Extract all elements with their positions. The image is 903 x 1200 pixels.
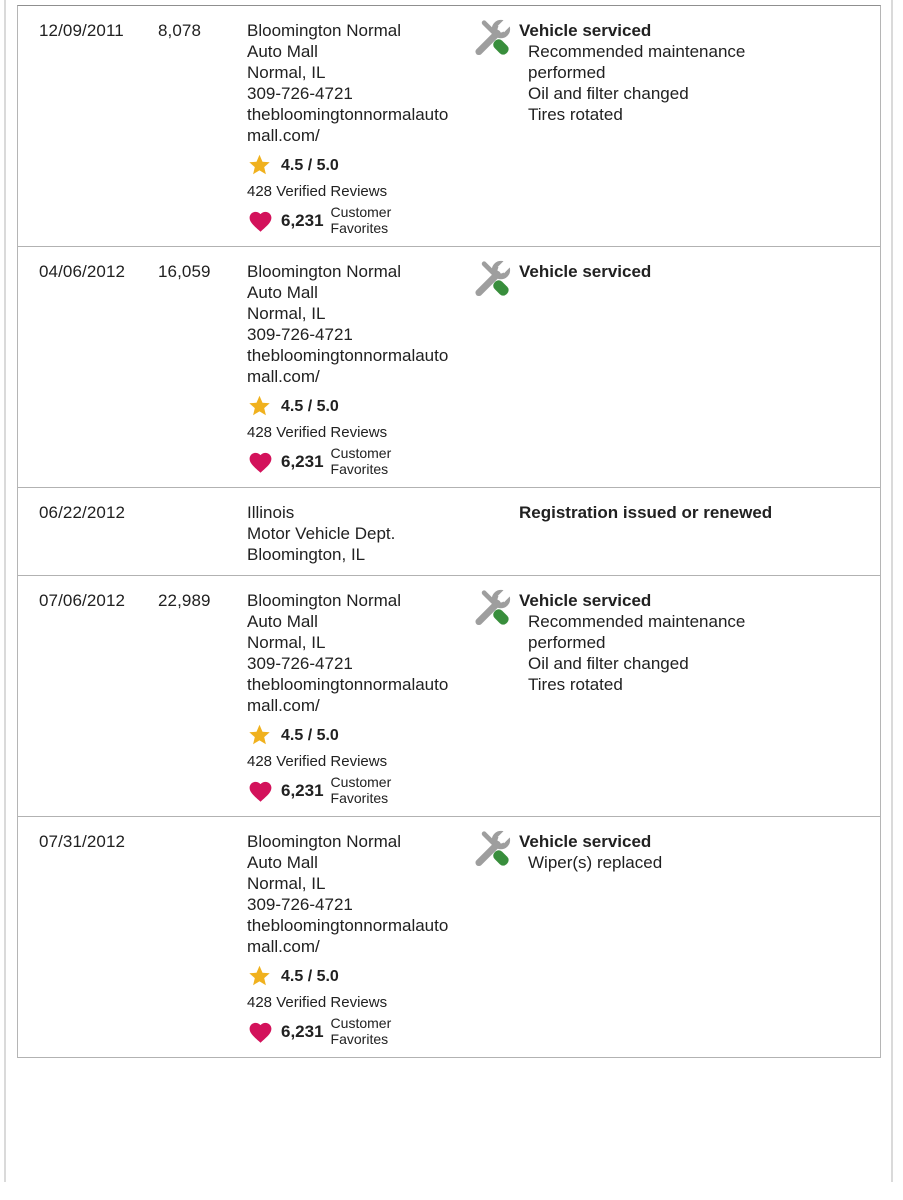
verified-reviews: 428 Verified Reviews (247, 994, 388, 1011)
record-date: 06/22/2012 (39, 503, 126, 522)
event-icon-cell (471, 502, 519, 565)
record-odometer (158, 502, 247, 565)
event-details (519, 852, 792, 873)
record-event-cell (519, 20, 872, 236)
rating-score: 4.5 / 5.0 (281, 726, 339, 744)
favorites-count: 6,231 (281, 1022, 324, 1041)
source-address (247, 831, 461, 915)
favorites-label (331, 205, 392, 236)
star-icon (247, 723, 272, 747)
event-title: Registration issued or renewed (519, 503, 773, 522)
source-line: Bloomington, IL (247, 545, 366, 564)
history-record-row (18, 6, 880, 247)
customer-favorites-line (247, 205, 461, 236)
dealer-rating-block (247, 394, 461, 477)
source-line: Normal, IL (247, 63, 326, 82)
source-line: Bloomington Normal (247, 262, 402, 281)
rating-score: 4.5 / 5.0 (281, 397, 339, 415)
verified-reviews: 428 Verified Reviews (247, 424, 388, 441)
favorites-label-line1: Customer (330, 774, 392, 790)
favorites-label-line1: Customer (330, 1015, 392, 1031)
history-record-row (18, 817, 880, 1058)
source-line: 309-726-4721 (247, 325, 353, 344)
event-detail-line: Tires rotated (528, 105, 623, 124)
star-icon (247, 964, 272, 988)
record-event-cell (519, 502, 872, 565)
source-website: thebloomingtonnormalautomall.com/ (247, 916, 449, 956)
event-detail-line: Recommended maintenance performed (528, 42, 746, 82)
record-source-cell (247, 502, 471, 565)
record-source-cell (247, 831, 471, 1047)
event-title: Vehicle serviced (519, 21, 652, 40)
dealer-rating-block (247, 153, 461, 236)
event-detail-line: Wiper(s) replaced (528, 853, 663, 872)
rating-score: 4.5 / 5.0 (281, 156, 339, 174)
rating-score-line (247, 394, 461, 418)
rating-score-line (247, 153, 461, 177)
record-date: 12/09/2011 (39, 21, 124, 40)
record-odometer: 22,989 (158, 591, 211, 610)
record-odometer: 8,078 (158, 21, 202, 40)
customer-favorites-line (247, 446, 461, 477)
history-record-row (18, 488, 880, 576)
record-source-cell (247, 20, 471, 236)
heart-icon (247, 209, 274, 233)
source-line: Bloomington Normal (247, 832, 402, 851)
favorites-label-line2: Favorites (330, 789, 389, 806)
source-line: Auto Mall (247, 42, 318, 61)
event-details (519, 611, 792, 695)
history-record-row (18, 576, 880, 817)
heart-icon (247, 450, 274, 474)
dealer-rating-block (247, 723, 461, 806)
favorites-count: 6,231 (281, 211, 324, 230)
record-event-cell (519, 261, 872, 477)
event-icon-cell (471, 261, 519, 477)
event-title: Vehicle serviced (519, 262, 652, 281)
customer-favorites-line (247, 775, 461, 806)
source-line: 309-726-4721 (247, 654, 353, 673)
vehicle-history-table (17, 5, 881, 1058)
service-wrench-icon (471, 587, 513, 629)
source-line: Normal, IL (247, 874, 326, 893)
event-icon-cell (471, 831, 519, 1047)
event-detail-line: Recommended maintenance performed (528, 612, 746, 652)
history-record-row (18, 247, 880, 488)
heart-icon (247, 1020, 274, 1044)
rating-score-line (247, 723, 461, 747)
event-details (519, 41, 792, 125)
source-address (247, 20, 461, 104)
verified-reviews: 428 Verified Reviews (247, 183, 388, 200)
source-line: Bloomington Normal (247, 21, 402, 40)
favorites-label (331, 1016, 392, 1047)
favorites-label-line1: Customer (330, 204, 392, 220)
favorites-label (331, 446, 392, 477)
source-line: 309-726-4721 (247, 895, 353, 914)
event-detail-line: Oil and filter changed (528, 654, 689, 673)
record-source-cell (247, 261, 471, 477)
favorites-label-line2: Favorites (330, 460, 389, 477)
service-wrench-icon (471, 258, 513, 300)
event-title: Vehicle serviced (519, 832, 652, 851)
source-address (247, 502, 461, 565)
source-line: Auto Mall (247, 853, 318, 872)
source-line: Auto Mall (247, 283, 318, 302)
favorites-label-line1: Customer (330, 445, 392, 461)
rating-score-line (247, 964, 461, 988)
service-wrench-icon (471, 828, 513, 870)
record-event-cell (519, 590, 872, 806)
rating-score: 4.5 / 5.0 (281, 967, 339, 985)
record-odometer (158, 831, 247, 1047)
favorites-label (331, 775, 392, 806)
source-line: Motor Vehicle Dept. (247, 524, 396, 543)
verified-reviews: 428 Verified Reviews (247, 753, 388, 770)
source-line: Normal, IL (247, 633, 326, 652)
dealer-rating-block (247, 964, 461, 1047)
heart-icon (247, 779, 274, 803)
source-line: 309-726-4721 (247, 84, 353, 103)
favorites-label-line2: Favorites (330, 1030, 389, 1047)
source-website: thebloomingtonnormalautomall.com/ (247, 346, 449, 386)
event-detail-line: Oil and filter changed (528, 84, 689, 103)
star-icon (247, 153, 272, 177)
favorites-count: 6,231 (281, 452, 324, 471)
favorites-count: 6,231 (281, 781, 324, 800)
source-website: thebloomingtonnormalautomall.com/ (247, 105, 449, 145)
source-website: thebloomingtonnormalautomall.com/ (247, 675, 449, 715)
event-title: Vehicle serviced (519, 591, 652, 610)
customer-favorites-line (247, 1016, 461, 1047)
star-icon (247, 394, 272, 418)
record-event-cell (519, 831, 872, 1047)
event-icon-cell (471, 590, 519, 806)
service-wrench-icon (471, 17, 513, 59)
source-line: Illinois (247, 503, 295, 522)
record-date: 07/31/2012 (39, 832, 126, 851)
record-odometer: 16,059 (158, 262, 211, 281)
record-source-cell (247, 590, 471, 806)
source-line: Auto Mall (247, 612, 318, 631)
event-icon-cell (471, 20, 519, 236)
source-line: Normal, IL (247, 304, 326, 323)
record-date: 07/06/2012 (39, 591, 126, 610)
favorites-label-line2: Favorites (330, 219, 389, 236)
source-line: Bloomington Normal (247, 591, 402, 610)
source-address (247, 261, 461, 345)
event-detail-line: Tires rotated (528, 675, 623, 694)
source-address (247, 590, 461, 674)
record-date: 04/06/2012 (39, 262, 126, 281)
